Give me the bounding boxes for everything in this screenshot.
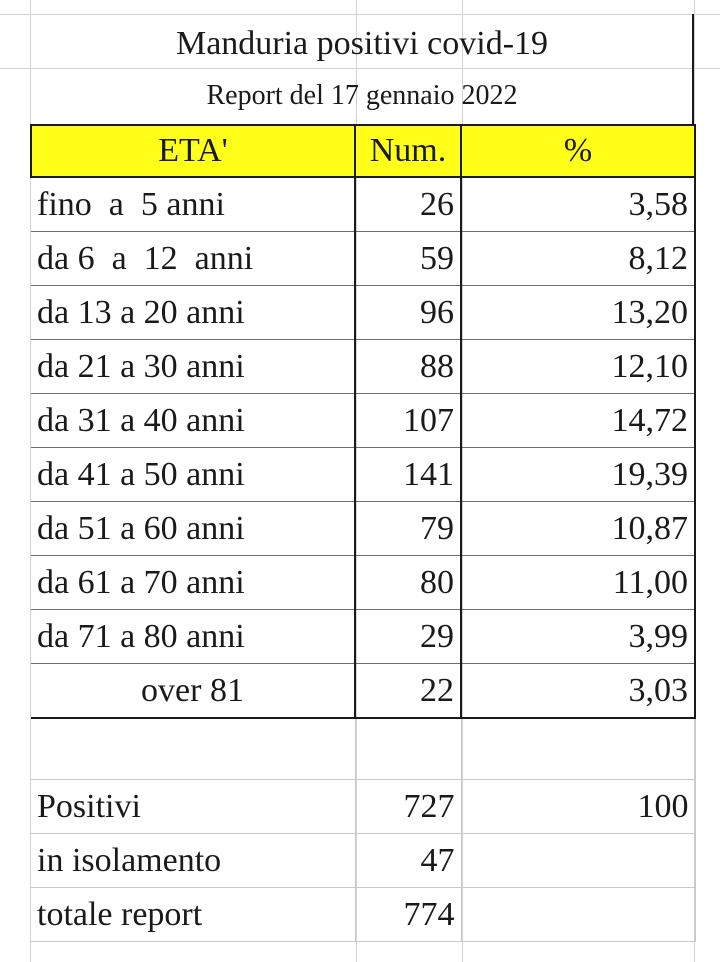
empty-cell[interactable] — [461, 718, 695, 780]
table-row — [31, 664, 695, 719]
cell-eta[interactable]: da 41 a 50 anni — [31, 448, 355, 502]
summary-row-totale — [31, 888, 695, 942]
cell-num[interactable]: 29 — [355, 610, 461, 664]
table-row — [31, 448, 695, 502]
summary-label[interactable]: in isolamento — [31, 834, 355, 888]
summary-pct[interactable]: 100 — [461, 780, 695, 834]
table-row — [31, 502, 695, 556]
table-row — [31, 610, 695, 664]
cell-num[interactable]: 96 — [355, 286, 461, 340]
table-row — [31, 232, 695, 286]
cell-pct[interactable]: 10,87 — [461, 502, 695, 556]
cell-num[interactable]: 80 — [355, 556, 461, 610]
summary-label[interactable]: Positivi — [31, 780, 355, 834]
table-row — [31, 394, 695, 448]
report-table — [30, 124, 696, 942]
summary-row-positivi — [31, 780, 695, 834]
cell-eta[interactable]: over 81 — [31, 664, 355, 719]
cell-pct[interactable]: 13,20 — [461, 286, 695, 340]
report-subtitle: Report del 17 gennaio 2022 — [206, 80, 518, 111]
cell-num[interactable]: 88 — [355, 340, 461, 394]
cell-eta[interactable]: da 6 a 12 anni — [31, 232, 355, 286]
cell-pct[interactable]: 3,58 — [461, 177, 695, 232]
cell-num[interactable]: 59 — [355, 232, 461, 286]
cell-num[interactable]: 141 — [355, 448, 461, 502]
table-row — [31, 556, 695, 610]
cell-pct[interactable]: 11,00 — [461, 556, 695, 610]
cell-num[interactable]: 79 — [355, 502, 461, 556]
cell-eta[interactable]: da 71 a 80 anni — [31, 610, 355, 664]
cell-pct[interactable]: 3,03 — [461, 664, 695, 719]
cell-eta[interactable]: da 31 a 40 anni — [31, 394, 355, 448]
summary-num[interactable]: 774 — [355, 888, 461, 942]
table-header-row — [31, 125, 695, 177]
cell-pct[interactable]: 14,72 — [461, 394, 695, 448]
cell-pct[interactable]: 19,39 — [461, 448, 695, 502]
summary-pct[interactable] — [461, 888, 695, 942]
table-row — [31, 286, 695, 340]
cell-num[interactable]: 107 — [355, 394, 461, 448]
cell-eta[interactable]: da 21 a 30 anni — [31, 340, 355, 394]
cell-pct[interactable]: 12,10 — [461, 340, 695, 394]
cell-pct[interactable]: 3,99 — [461, 610, 695, 664]
cell-eta[interactable]: da 61 a 70 anni — [31, 556, 355, 610]
summary-num[interactable]: 47 — [355, 834, 461, 888]
cell-num[interactable]: 26 — [355, 177, 461, 232]
cell-eta[interactable]: da 13 a 20 anni — [31, 286, 355, 340]
cell-eta[interactable]: fino a 5 anni — [31, 177, 355, 232]
header-eta[interactable]: ETA' — [31, 125, 355, 177]
empty-cell[interactable] — [355, 718, 461, 780]
report-title: Manduria positivi covid-19 — [175, 25, 549, 62]
empty-cell[interactable] — [31, 718, 355, 780]
cell-num[interactable]: 22 — [355, 664, 461, 719]
header-pct[interactable]: % — [461, 125, 695, 177]
empty-row — [31, 718, 695, 780]
header-num[interactable]: Num. — [355, 125, 461, 177]
summary-label[interactable]: totale report — [31, 888, 355, 942]
summary-num[interactable]: 727 — [355, 780, 461, 834]
summary-row-isolamento — [31, 834, 695, 888]
summary-pct[interactable] — [461, 834, 695, 888]
table-row — [31, 177, 695, 232]
cell-eta[interactable]: da 51 a 60 anni — [31, 502, 355, 556]
cell-pct[interactable]: 8,12 — [461, 232, 695, 286]
table-row — [31, 340, 695, 394]
